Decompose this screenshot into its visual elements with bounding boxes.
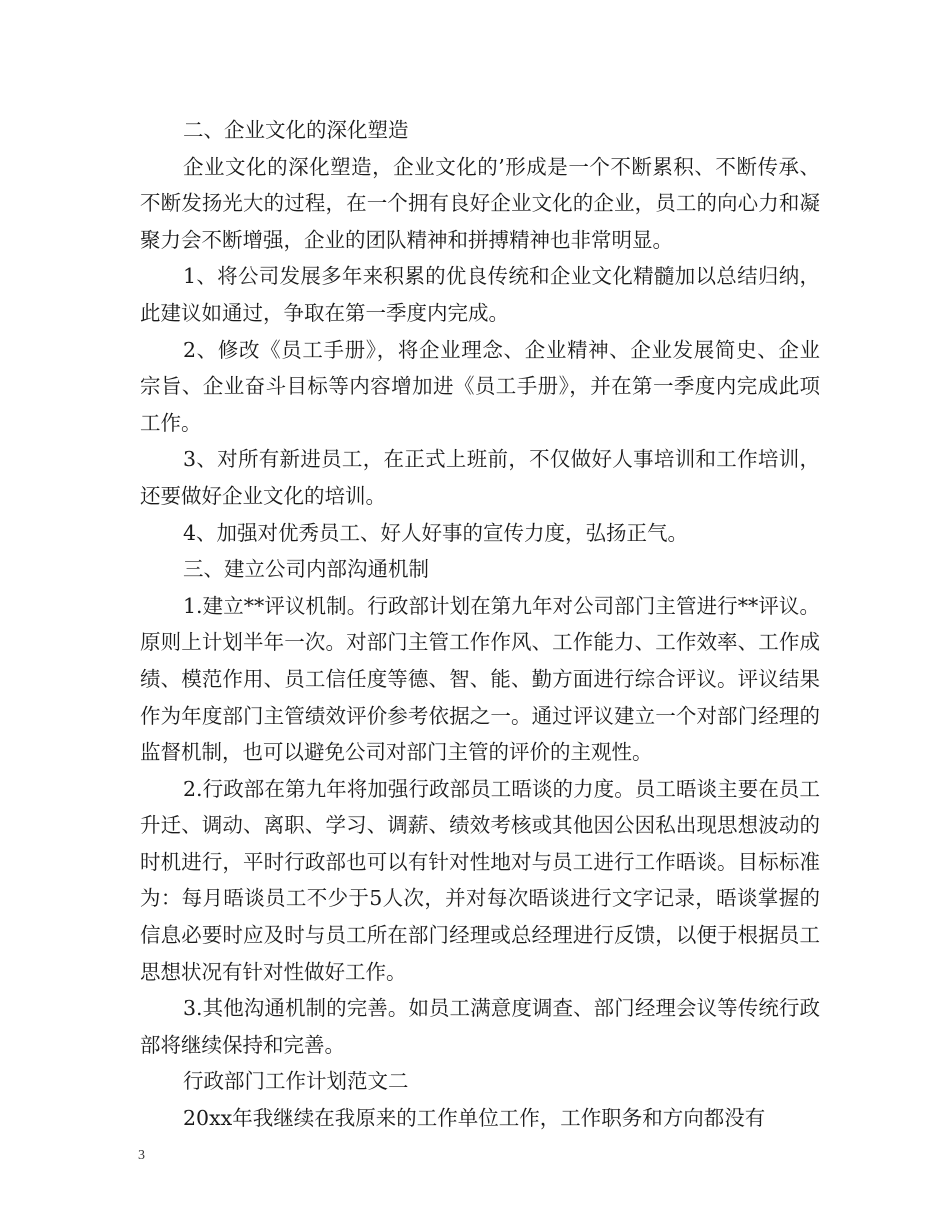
paragraph-culture-item-3: 3、对所有新进员工，在正式上班前，不仅做好人事培训和工作培训，还要做好企业文化的培训。 — [140, 447, 820, 508]
paragraph-communication-item-3: 3.其他沟通机制的完善。如员工满意度调查、部门经理会议等传统行政部将继续保持和完善。 — [140, 996, 820, 1057]
paragraph-communication-item-2: 2.行政部在第九年将加强行政部员工晤谈的力度。员工晤谈主要在员工升迁、调动、离职、学习、调薪、绩效考核或其他因公因私出现思想波动的时机进行，平时行政部也可以有针对性地对与员工进行工作晤谈。目标标准为：每月晤谈员工不少于5人次，并对每次晤谈进行文字记录，晤谈掌握的信息必要时应及时与员工所在部门经理或总经理进行反馈，以便于根据员工思想状况有针对性做好工作。 — [140, 776, 820, 984]
document-body — [140, 112, 820, 1137]
section-heading-sample-two: 行政部门工作计划范文二 — [183, 1069, 409, 1094]
page-number: 3 — [138, 1148, 145, 1163]
section-heading-corporate-culture: 二、企业文化的深化塑造 — [183, 118, 409, 142]
paragraph-communication-item-1: 1.建立**评议机制。行政部计划在第九年对公司部门主管进行**评议。原则上计划半年一次。对部门主管工作作风、工作能力、工作效率、工作成绩、模范作用、员工信任度等德、智、能、勤方面进行综合评议。评议结果作为年度部门主管绩效评价参考依据之一。通过评议建立一个对部门经理的监督机制，也可以避免公司对部门主管的评价的主观性。 — [140, 593, 820, 765]
paragraph-culture-item-2: 2、修改《员工手册》，将企业理念、企业精神、企业发展简史、企业宗旨、企业奋斗目标等内容增加进《员工手册》，并在第一季度内完成此项工作。 — [140, 337, 820, 435]
paragraph-culture-intro: 企业文化的深化塑造，企业文化的’形成是一个不断累积、不断传承、不断发扬光大的过程，在一个拥有良好企业文化的企业，员工的向心力和凝聚力会不断增强，企业的团队精神和拼搏精神也非常明显。 — [140, 154, 820, 252]
paragraph-culture-item-4: 4、加强对优秀员工、好人好事的宣传力度，弘扬正气。 — [183, 520, 689, 545]
section-heading-communication: 三、建立公司内部沟通机制 — [183, 557, 429, 582]
paragraph-culture-item-1: 1、将公司发展多年来积累的优良传统和企业文化精髓加以总结归纳，此建议如通过，争取在第一季度内完成。 — [140, 264, 820, 325]
paragraph-sample-two-intro: 20xx年我继续在我原来的工作单位工作，工作职务和方向都没有 — [183, 1106, 766, 1131]
